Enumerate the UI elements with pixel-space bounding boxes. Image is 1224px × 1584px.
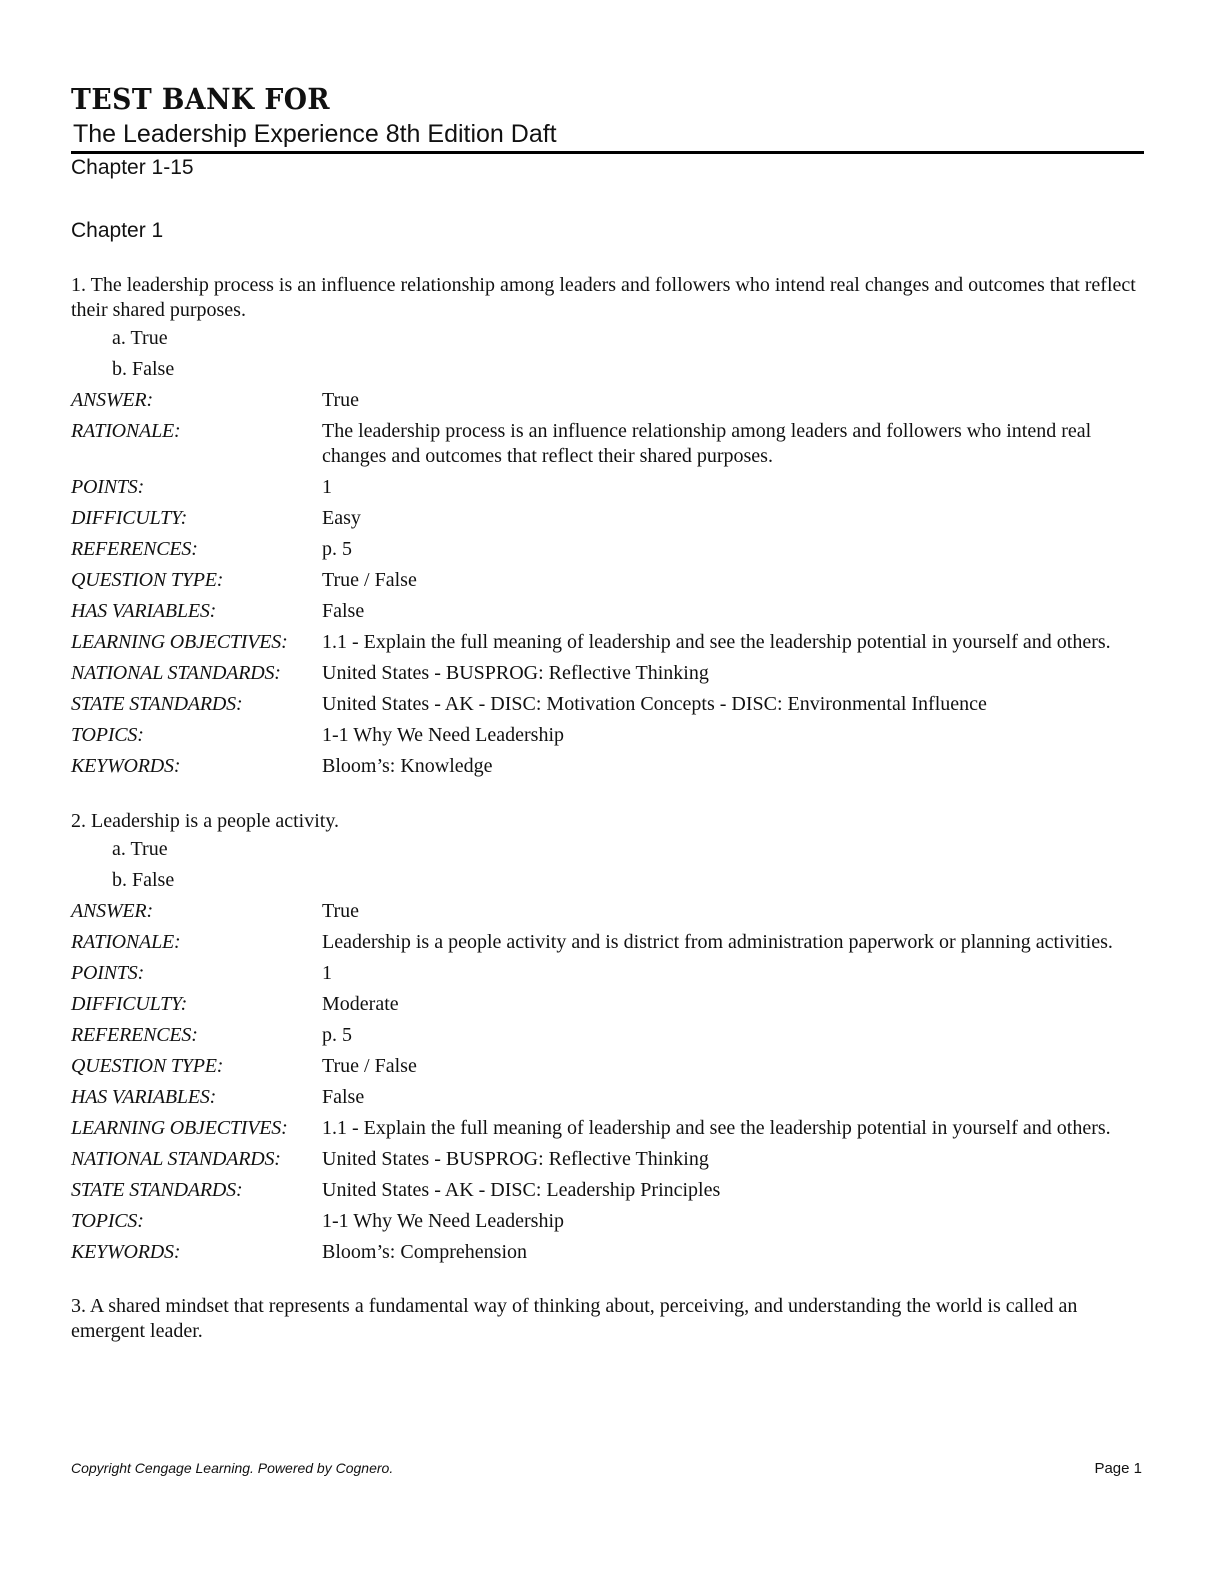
- meta-row-question-type: [71, 565, 1144, 596]
- meta-row-topics: [71, 720, 1144, 751]
- option-false: b. False: [112, 358, 175, 380]
- meta-value: United States - AK - DISC: Motivation Concepts - DISC: Environmental Influence: [322, 693, 987, 715]
- meta-value: Easy: [322, 507, 361, 529]
- meta-row-topics: [71, 1206, 1144, 1237]
- meta-row-references: [71, 1020, 1144, 1051]
- meta-row-state-standards: [71, 689, 1144, 720]
- question-metadata-table: [71, 896, 1144, 1268]
- meta-key: STATE STANDARDS:: [71, 693, 243, 715]
- meta-value: 1-1 Why We Need Leadership: [322, 724, 565, 746]
- meta-row-rationale: [71, 416, 1144, 472]
- meta-value: The leadership process is an influence relationship among leaders and followers who intend real changes and outcomes that reflect their shared purposes.: [322, 420, 1092, 467]
- meta-key: REFERENCES:: [71, 538, 198, 560]
- meta-row-rationale: [71, 927, 1144, 958]
- meta-row-keywords: [71, 1237, 1144, 1268]
- meta-row-difficulty: [71, 989, 1144, 1020]
- meta-value: True: [322, 389, 360, 411]
- meta-value: United States - BUSPROG: Reflective Thinking: [322, 1148, 709, 1170]
- question-text: 3. A shared mindset that represents a fundamental way of thinking about, perceiving, and understanding the world is called an emergent leader.: [71, 1295, 1078, 1342]
- meta-key: DIFFICULTY:: [71, 993, 188, 1015]
- meta-key: QUESTION TYPE:: [71, 1055, 224, 1077]
- meta-value: 1: [322, 962, 332, 984]
- meta-row-points: [71, 958, 1144, 989]
- copyright-notice: Copyright Cengage Learning. Powered by Cognero.: [71, 1460, 394, 1476]
- meta-value: 1: [322, 476, 332, 498]
- meta-key: ANSWER:: [71, 389, 153, 411]
- meta-row-answer: [71, 385, 1144, 416]
- meta-key: DIFFICULTY:: [71, 507, 188, 529]
- test-bank-title: TEST BANK FOR: [71, 82, 331, 116]
- meta-value: 1.1 - Explain the full meaning of leadership and see the leadership potential in yourself and others.: [322, 631, 1111, 653]
- chapter-range: Chapter 1-15: [71, 156, 194, 179]
- meta-key: REFERENCES:: [71, 1024, 198, 1046]
- meta-value: 1-1 Why We Need Leadership: [322, 1210, 565, 1232]
- meta-value: True: [322, 900, 360, 922]
- meta-key: HAS VARIABLES:: [71, 600, 217, 622]
- question-metadata-table: [71, 385, 1144, 782]
- meta-row-national-standards: [71, 1144, 1144, 1175]
- meta-value: Moderate: [322, 993, 399, 1015]
- meta-key: KEYWORDS:: [71, 755, 181, 777]
- meta-row-difficulty: [71, 503, 1144, 534]
- meta-key: KEYWORDS:: [71, 1241, 181, 1263]
- meta-key: RATIONALE:: [71, 931, 181, 953]
- meta-row-learning-objectives: [71, 1113, 1144, 1144]
- meta-key: TOPICS:: [71, 724, 144, 746]
- meta-row-state-standards: [71, 1175, 1144, 1206]
- meta-value: False: [322, 1086, 365, 1108]
- question-3: [71, 1294, 1144, 1344]
- page-footer: [71, 1460, 1142, 1480]
- option-true: a. True: [112, 327, 168, 349]
- chapter-heading: Chapter 1: [71, 219, 164, 242]
- meta-value: p. 5: [322, 538, 352, 560]
- meta-key: LEARNING OBJECTIVES:: [71, 1117, 288, 1139]
- meta-value: 1.1 - Explain the full meaning of leadership and see the leadership potential in yourself and others.: [322, 1117, 1111, 1139]
- option-true: a. True: [112, 838, 168, 860]
- option-false: b. False: [112, 869, 175, 891]
- meta-key: LEARNING OBJECTIVES:: [71, 631, 288, 653]
- question-text: 1. The leadership process is an influence relationship among leaders and followers who intend real changes and outcomes that reflect their shared purposes.: [71, 274, 1136, 321]
- page-number: Page 1: [1094, 1460, 1142, 1477]
- meta-key: STATE STANDARDS:: [71, 1179, 243, 1201]
- meta-key: POINTS:: [71, 476, 145, 498]
- meta-key: NATIONAL STANDARDS:: [71, 662, 281, 684]
- meta-value: False: [322, 600, 365, 622]
- meta-row-answer: [71, 896, 1144, 927]
- meta-value: Leadership is a people activity and is district from administration paperwork or planning activities.: [322, 931, 1113, 953]
- meta-value: Bloom’s: Comprehension: [322, 1241, 527, 1263]
- question-2: [71, 809, 1144, 1268]
- book-title: The Leadership Experience 8th Edition Daft: [73, 120, 557, 148]
- meta-row-learning-objectives: [71, 627, 1144, 658]
- meta-key: ANSWER:: [71, 900, 153, 922]
- meta-value: True / False: [322, 569, 417, 591]
- meta-key: NATIONAL STANDARDS:: [71, 1148, 281, 1170]
- meta-value: Bloom’s: Knowledge: [322, 755, 493, 777]
- question-1: [71, 273, 1144, 782]
- meta-key: TOPICS:: [71, 1210, 144, 1232]
- meta-value: True / False: [322, 1055, 417, 1077]
- meta-row-keywords: [71, 751, 1144, 782]
- meta-row-points: [71, 472, 1144, 503]
- meta-row-question-type: [71, 1051, 1144, 1082]
- meta-value: United States - BUSPROG: Reflective Thinking: [322, 662, 709, 684]
- meta-row-references: [71, 534, 1144, 565]
- meta-value: United States - AK - DISC: Leadership Principles: [322, 1179, 721, 1201]
- meta-key: QUESTION TYPE:: [71, 569, 224, 591]
- meta-key: RATIONALE:: [71, 420, 181, 442]
- meta-row-national-standards: [71, 658, 1144, 689]
- meta-row-has-variables: [71, 596, 1144, 627]
- meta-key: POINTS:: [71, 962, 145, 984]
- meta-row-has-variables: [71, 1082, 1144, 1113]
- question-text: 2. Leadership is a people activity.: [71, 810, 340, 832]
- document-page: [71, 82, 1144, 1344]
- meta-key: HAS VARIABLES:: [71, 1086, 217, 1108]
- meta-value: p. 5: [322, 1024, 352, 1046]
